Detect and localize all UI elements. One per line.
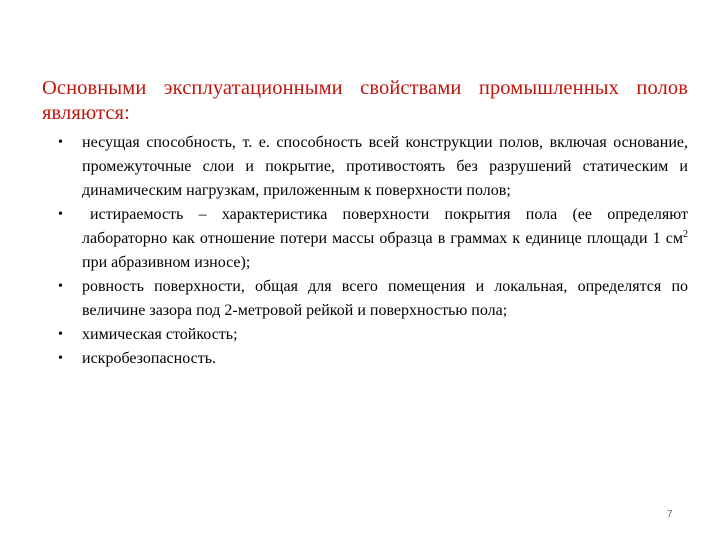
list-item [58,203,688,275]
list-item-text: несущая способность, т. е. способность всей конструкции полов, включая основание, промежуточные слои и покрытие, противостоять без разрушений статическим и динамическим нагрузкам, приложенным к поверхности полов; [82,134,688,199]
bullet-icon: • [58,279,63,294]
bullet-icon: • [58,351,63,366]
superscript: 2 [683,229,688,240]
slide-heading: Основными эксплуатационными свойствами промышленных полов являются: [42,77,688,124]
list-item-text-part: при абразивном износе); [82,254,251,271]
list-item [58,323,688,347]
list-item-text: ровность поверхности, общая для всего помещения и локальная, определятся по величине зазора под 2-метровой рейкой и поверхностью пола; [82,278,688,319]
list-item [58,275,688,323]
list-item [58,131,688,203]
bullet-icon: • [58,135,63,150]
list-item-text-part: истираемость – характеристика поверхности покрытия пола (ее определяют лабораторно как отношение потери массы образца в граммах к единице площади 1 см [82,206,688,247]
bullet-icon: • [58,207,63,222]
bullet-list [58,131,688,371]
list-item-text: химическая стойкость; [82,326,238,343]
list-item-text [82,206,688,271]
bullet-icon: • [58,327,63,342]
page-number: 7 [667,509,673,520]
list-item [58,347,688,371]
list-item-text: искробезопасность. [82,350,217,367]
